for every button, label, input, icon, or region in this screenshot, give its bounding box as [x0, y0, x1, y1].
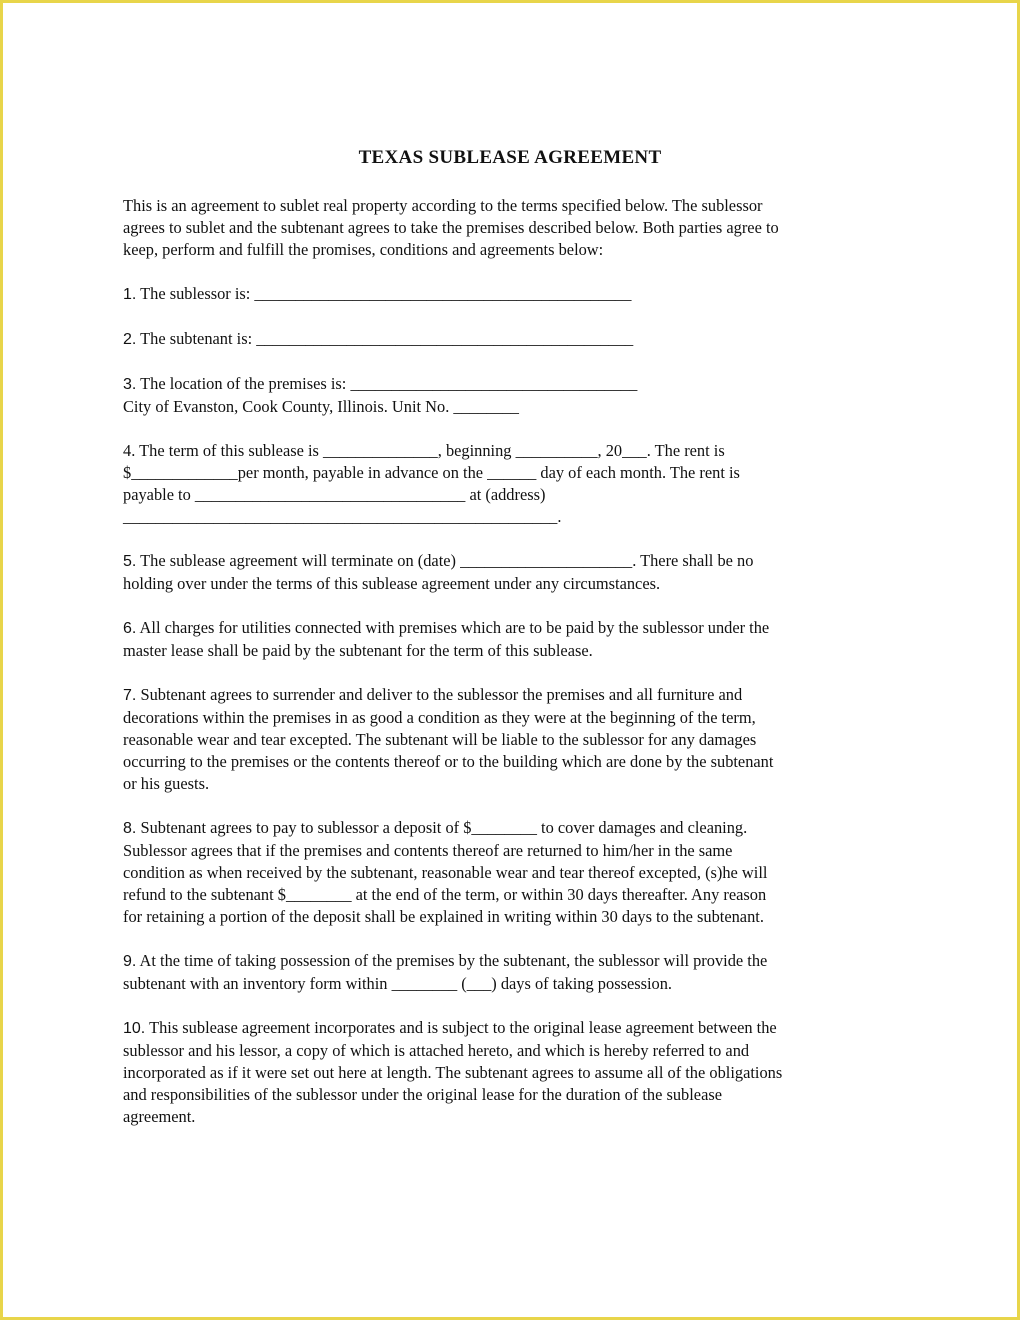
clause-text: The location of the premises is: ___________________________________ — [140, 374, 638, 393]
clause-number: 8. — [123, 820, 137, 837]
clause-line: refund to the subtenant $________ at the end of the term, or within 30 days thereafter. Any reason — [123, 885, 767, 904]
clause-line: subtenant with an inventory form within ________ (___) days of taking possession. — [123, 974, 673, 993]
clause-text: The subtenant is: ______________________________________________ — [140, 329, 634, 348]
clause-text: This sublease agreement incorporates and is subject to the original lease agreement between the — [149, 1018, 777, 1037]
clause-text: The term of this sublease is ______________, beginning __________, 20___. The rent is — [139, 441, 725, 460]
clause-8 — [123, 817, 908, 928]
clause-line: agreement. — [123, 1107, 196, 1126]
clause-number: 7. — [123, 687, 137, 704]
clause-7 — [123, 684, 908, 795]
clause-line: payable to _________________________________ at (address) — [123, 485, 546, 504]
clause-line — [123, 328, 908, 351]
clause-text: Subtenant agrees to surrender and deliver to the sublessor the premises and all furniture and — [140, 685, 743, 704]
clause-line — [123, 684, 908, 707]
clause-line: $_____________per month, payable in advance on the ______ day of each month. The rent is — [123, 463, 740, 482]
clause-line: reasonable wear and tear excepted. The subtenant will be liable to the sublessor for any damages — [123, 730, 757, 749]
clause-line: sublessor and his lessor, a copy of which is attached hereto, and which is hereby referred to and — [123, 1041, 750, 1060]
clause-1 — [123, 283, 908, 306]
clause-line: Sublessor agrees that if the premises and contents thereof are returned to him/her in the same — [123, 841, 733, 860]
clause-line: _____________________________________________________. — [123, 507, 562, 526]
clause-5 — [123, 550, 908, 595]
clause-6 — [123, 617, 908, 662]
clause-line — [123, 440, 908, 462]
clause-line — [123, 373, 908, 396]
clause-line — [123, 550, 908, 573]
clause-number: 3. — [123, 376, 137, 393]
clause-line: condition as when received by the subtenant, reasonable wear and tear thereof excepted, (s)he will — [123, 863, 768, 882]
clause-line: City of Evanston, Cook County, Illinois. Unit No. ________ — [123, 397, 519, 416]
clause-3 — [123, 373, 908, 418]
clause-line: occurring to the premises or the contents thereof or to the building which are done by the subtenant — [123, 752, 774, 771]
clause-line — [123, 617, 908, 640]
clause-line — [123, 1017, 908, 1040]
clause-line: holding over under the terms of this sublease agreement under any circumstances. — [123, 574, 661, 593]
clause-line: or his guests. — [123, 774, 210, 793]
clause-number: 5. — [123, 553, 137, 570]
clause-number: 10. — [123, 1020, 146, 1037]
clause-line: master lease shall be paid by the subtenant for the term of this sublease. — [123, 641, 593, 660]
clause-line: decorations within the premises in as good a condition as they were at the beginning of the term, — [123, 708, 756, 727]
clause-number: 4. — [123, 441, 136, 460]
clause-number: 2. — [123, 331, 137, 348]
intro-line: agrees to sublet and the subtenant agrees to take the premises described below. Both parties agree to — [123, 218, 779, 237]
clause-number: 6. — [123, 620, 137, 637]
clause-line: incorporated as if it were set out here at length. The subtenant agrees to assume all of the obligations — [123, 1063, 783, 1082]
clause-line: for retaining a portion of the deposit shall be explained in writing within 30 days to the subtenant. — [123, 907, 764, 926]
intro-line: keep, perform and fulfill the promises, conditions and agreements below: — [123, 240, 604, 259]
clause-line — [123, 283, 908, 306]
document-body — [123, 195, 908, 1150]
clause-2 — [123, 328, 908, 351]
clause-10 — [123, 1017, 908, 1128]
clause-text: The sublease agreement will terminate on (date) _____________________. There shall be no — [140, 551, 754, 570]
intro-line: This is an agreement to sublet real property according to the terms specified below. The sublessor — [123, 196, 763, 215]
intro-paragraph — [123, 195, 908, 261]
clause-text: All charges for utilities connected with premises which are to be paid by the sublessor under the — [139, 618, 770, 637]
clause-number: 1. — [123, 286, 137, 303]
clause-line: and responsibilities of the sublessor under the original lease for the duration of the sublease — [123, 1085, 723, 1104]
clause-line — [123, 817, 908, 840]
document-title: TEXAS SUBLEASE AGREEMENT — [358, 147, 662, 168]
clause-text: At the time of taking possession of the premises by the subtenant, the sublessor will provide the — [139, 951, 768, 970]
clause-number: 9. — [123, 953, 137, 970]
clause-text: The sublessor is: ______________________________________________ — [140, 284, 632, 303]
clause-9 — [123, 950, 908, 995]
clause-text: Subtenant agrees to pay to sublessor a deposit of $________ to cover damages and cleaning. — [140, 818, 748, 837]
clause-4 — [123, 440, 908, 528]
clause-line — [123, 950, 908, 973]
